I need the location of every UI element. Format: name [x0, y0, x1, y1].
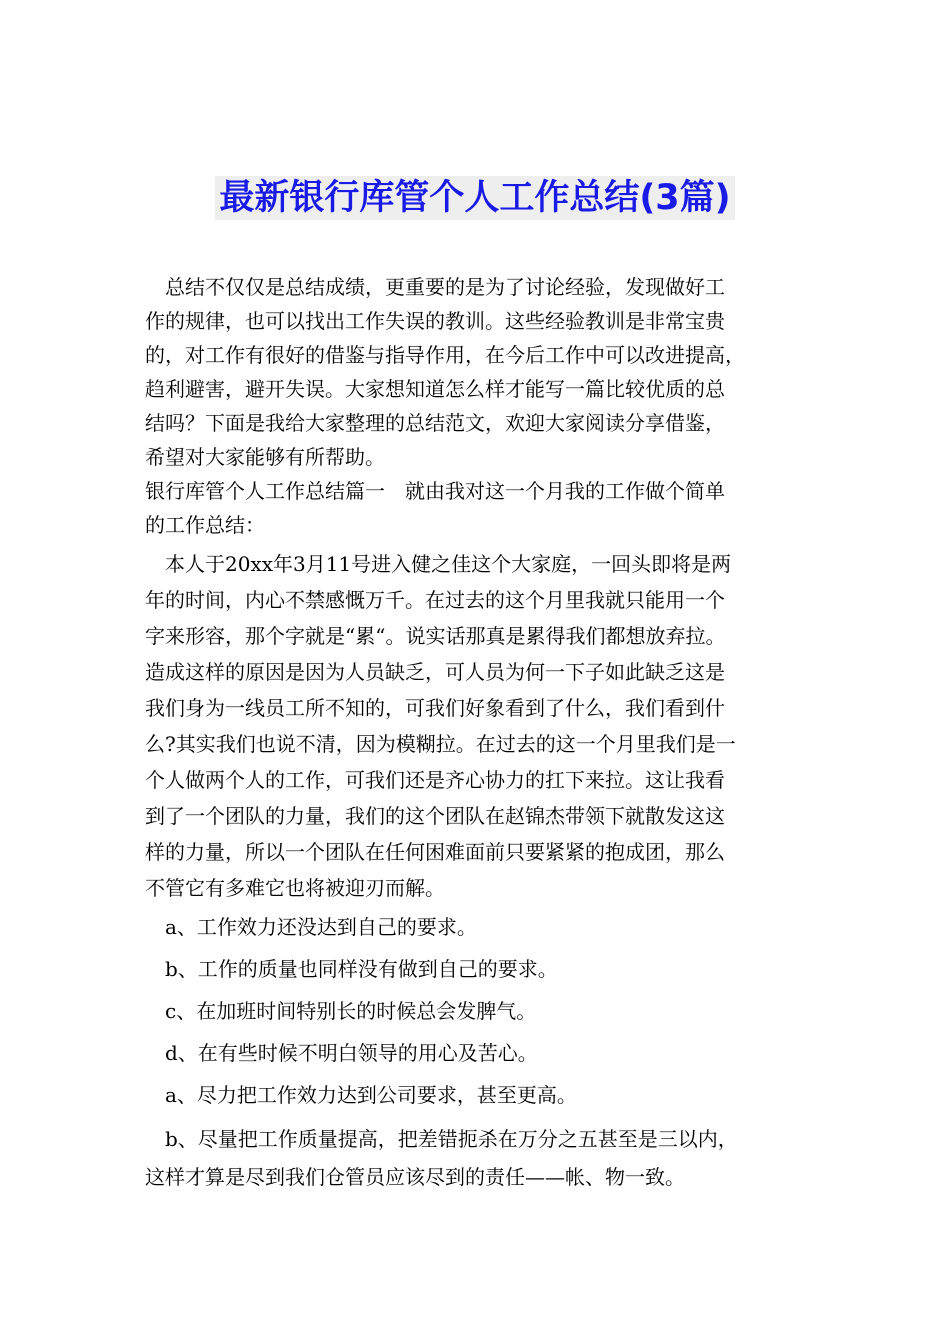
document-title: 最新银行库管个人工作总结(3篇)	[215, 176, 734, 220]
body-line: 不管它有多难它也将被迎刃而解。	[145, 876, 445, 900]
last-line: 这样才算是尽到我们仓管员应该尽到的责任——帐、物一致。	[145, 1165, 685, 1189]
intro-line: 趋利避害，避开失误。大家想知道怎么样才能写一篇比较优质的总	[145, 377, 725, 401]
body-line: 样的力量，所以一个团队在任何困难面前只要紧紧的抱成团，那么	[145, 840, 725, 864]
last-line: b、尽量把工作质量提高，把差错扼杀在万分之五甚至是三以内，	[165, 1127, 738, 1151]
list-item: a、尽力把工作效力达到公司要求，甚至更高。	[165, 1083, 577, 1107]
item-list	[145, 910, 811, 1120]
intro-paragraph	[145, 270, 811, 474]
last-paragraph	[145, 1120, 811, 1196]
intro-line: 总结不仅仅是总结成绩，更重要的是为了讨论经验，发现做好工	[165, 275, 725, 299]
list-item: a、工作效力还没达到自己的要求。	[165, 915, 477, 939]
list-item: d、在有些时候不明白领导的用心及苦心。	[165, 1041, 538, 1065]
body-line: 年的时间，内心不禁感慨万千。在过去的这个月里我就只能用一个	[145, 588, 725, 612]
body-line: 字来形容，那个字就是“累“。说实话那真是累得我们都想放弃拉。	[145, 624, 726, 648]
body-line: 造成这样的原因是因为人员缺乏，可人员为何一下子如此缺乏这是	[145, 660, 725, 684]
body-paragraph	[145, 546, 811, 906]
body-line: 本人于20xx年3月11号进入健之佳这个大家庭，一回头即将是两	[165, 552, 732, 576]
title-container	[0, 176, 950, 220]
section-heading-line: 的工作总结：	[145, 513, 265, 537]
intro-line: 的，对工作有很好的借鉴与指导作用，在今后工作中可以改进提高，	[145, 343, 745, 367]
list-item: b、工作的质量也同样没有做到自己的要求。	[165, 957, 558, 981]
section-heading-line: 银行库管个人工作总结篇一 就由我对这一个月我的工作做个简单	[145, 479, 725, 503]
body-line: 到了一个团队的力量，我们的这个团队在赵锦杰带领下就散发这这	[145, 804, 725, 828]
body-line: 个人做两个人的工作，可我们还是齐心协力的扛下来拉。这让我看	[145, 768, 725, 792]
section-heading-paragraph	[145, 474, 811, 542]
document-body	[145, 270, 811, 1196]
intro-line: 结吗？下面是我给大家整理的总结范文，欢迎大家阅读分享借鉴，	[145, 411, 725, 435]
intro-line: 作的规律，也可以找出工作失误的教训。这些经验教训是非常宝贵	[145, 309, 725, 333]
list-item: c、在加班时间特别长的时候总会发脾气。	[165, 999, 537, 1023]
body-line: 我们身为一线员工所不知的，可我们好象看到了什么，我们看到什	[145, 696, 725, 720]
intro-line: 希望对大家能够有所帮助。	[145, 445, 385, 469]
body-line: 么?其实我们也说不清，因为模糊拉。在过去的这一个月里我们是一	[145, 732, 736, 756]
